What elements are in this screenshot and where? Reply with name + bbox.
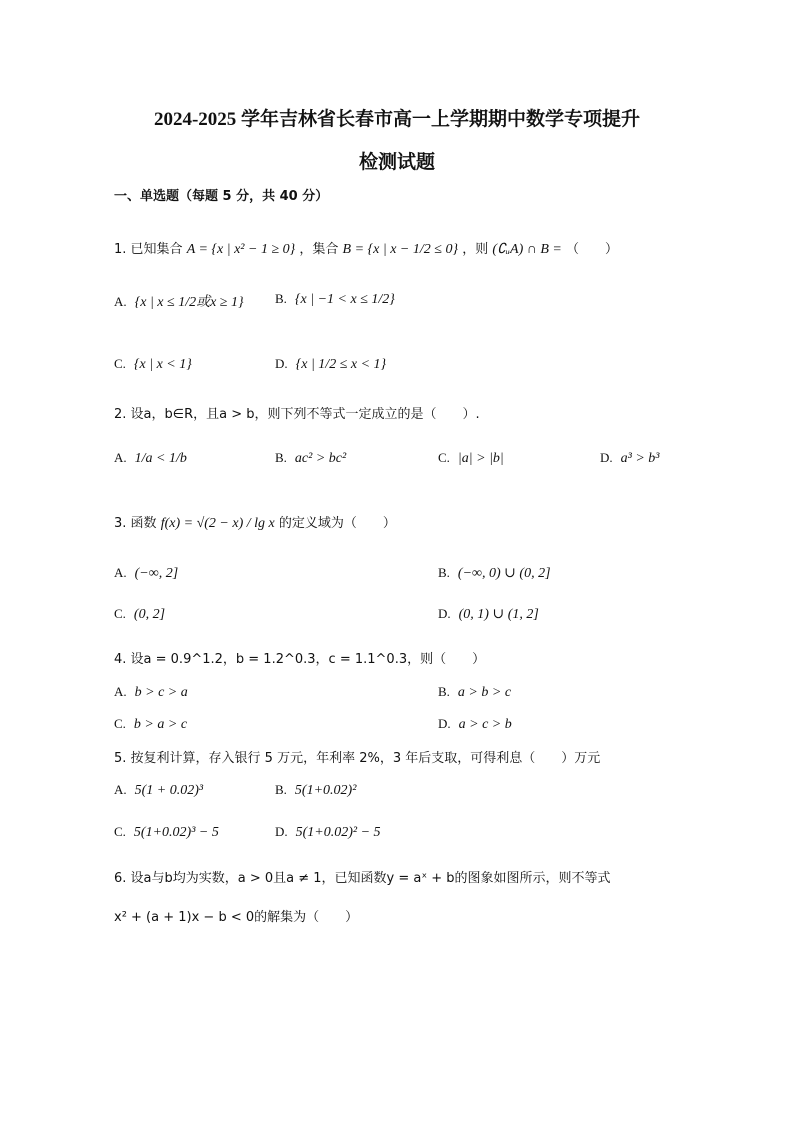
option-text: 5(1+0.02)² − 5 xyxy=(295,825,381,840)
question-5-option-b: B. 5(1+0.02)² xyxy=(275,782,357,798)
question-3-suffix: 的定义域为（ ） xyxy=(278,516,396,531)
question-1-option-d: D. {x | 1/2 ≤ x < 1} xyxy=(275,356,387,372)
question-4-option-d: D. a > c > b xyxy=(438,716,512,732)
option-text: 5(1+0.02)² xyxy=(294,783,357,798)
question-5-stem: 5. 按复利计算，存入银行 5 万元，年利率 2%，3 年后支取，可得利息（ ）万元 xyxy=(114,751,601,766)
question-1-set-b: B = {x | x − 1/2 ≤ 0} xyxy=(342,242,459,257)
question-5-option-d: D. 5(1+0.02)² − 5 xyxy=(275,824,381,840)
question-2-stem: 2. 设a，b∈R，且a > b，则下列不等式一定成立的是（ ）. xyxy=(114,407,480,422)
question-1-mid: ，集合 xyxy=(299,242,339,257)
option-text: b > a > c xyxy=(133,717,188,732)
question-4-option-a: A. b > c > a xyxy=(114,684,188,700)
question-4-stem: 4. 设a = 0.9^1.2，b = 1.2^0.3，c = 1.1^0.3，则（ ） xyxy=(114,652,486,667)
question-1-option-b: B. {x | −1 < x ≤ 1/2} xyxy=(275,291,395,307)
option-text: 1/a < 1/b xyxy=(134,451,187,466)
option-text: (−∞, 0) ∪ (0, 2] xyxy=(457,566,551,581)
question-1-paren: （ ） xyxy=(565,242,618,257)
option-text: a > c > b xyxy=(458,717,512,732)
question-5-option-a: A. 5(1 + 0.02)³ xyxy=(114,782,204,798)
option-text: {x | −1 < x ≤ 1/2} xyxy=(294,292,395,307)
question-3-option-d: D. (0, 1) ∪ (1, 2] xyxy=(438,606,539,622)
option-text: 5(1+0.02)³ − 5 xyxy=(133,825,219,840)
question-2-option-c: C. |a| > |b| xyxy=(438,450,504,466)
question-1-prefix: 1. 已知集合 xyxy=(114,242,183,257)
section-heading: 一、单选题（每题 5 分，共 40 分） xyxy=(114,189,329,204)
option-text: (−∞, 2] xyxy=(134,566,179,581)
option-text: 5(1 + 0.02)³ xyxy=(134,783,204,798)
question-3-stem xyxy=(114,512,396,532)
question-2-option-b: B. ac² > bc² xyxy=(275,450,347,466)
option-text: {x | x < 1} xyxy=(133,357,192,372)
question-1-expr: (∁ᵤA) ∩ B = xyxy=(492,242,562,257)
option-text: (0, 1) ∪ (1, 2] xyxy=(458,607,539,622)
question-5-option-c: C. 5(1+0.02)³ − 5 xyxy=(114,824,219,840)
question-3-option-a: A. (−∞, 2] xyxy=(114,565,179,581)
question-3-option-b: B. (−∞, 0) ∪ (0, 2] xyxy=(438,565,551,581)
question-1-stem xyxy=(114,238,618,258)
question-3-function: f(x) = √(2 − x) / lg x xyxy=(160,516,275,531)
question-2-option-d: D. a³ > b³ xyxy=(600,450,660,466)
question-3-option-c: C. (0, 2] xyxy=(114,606,166,622)
option-text: ac² > bc² xyxy=(294,451,347,466)
question-1-option-a: A. {x | x ≤ 1/2或x ≥ 1} xyxy=(114,294,244,310)
question-6-stem-continued: x² + (a + 1)x − b < 0的解集为（ ） xyxy=(114,910,359,925)
question-4-option-b: B. a > b > c xyxy=(438,684,512,700)
option-text: |a| > |b| xyxy=(457,451,504,466)
question-6-stem: 6. 设a与b均为实数，a > 0且a ≠ 1，已知函数y = aˣ + b的图象如图所示，则不等式 xyxy=(114,871,611,886)
exam-title: 2024-2025 学年吉林省长春市高一上学期期中数学专项提升 xyxy=(153,109,641,130)
question-4-option-c: C. b > a > c xyxy=(114,716,188,732)
question-2-option-a: A. 1/a < 1/b xyxy=(114,450,187,466)
option-text: b > c > a xyxy=(134,685,188,700)
option-text: {x | x ≤ 1/2或x ≥ 1} xyxy=(134,295,244,310)
option-text: (0, 2] xyxy=(133,607,166,622)
question-1-set-a: A = {x | x² − 1 ≥ 0} xyxy=(186,242,296,257)
exam-subtitle: 检测试题 xyxy=(358,152,435,173)
option-text: {x | 1/2 ≤ x < 1} xyxy=(295,357,387,372)
question-1-option-c: C. {x | x < 1} xyxy=(114,356,192,372)
option-text: a³ > b³ xyxy=(620,451,660,466)
option-text: a > b > c xyxy=(457,685,512,700)
question-1-suffix: ，则 xyxy=(462,242,489,257)
question-3-prefix: 3. 函数 xyxy=(114,516,157,531)
